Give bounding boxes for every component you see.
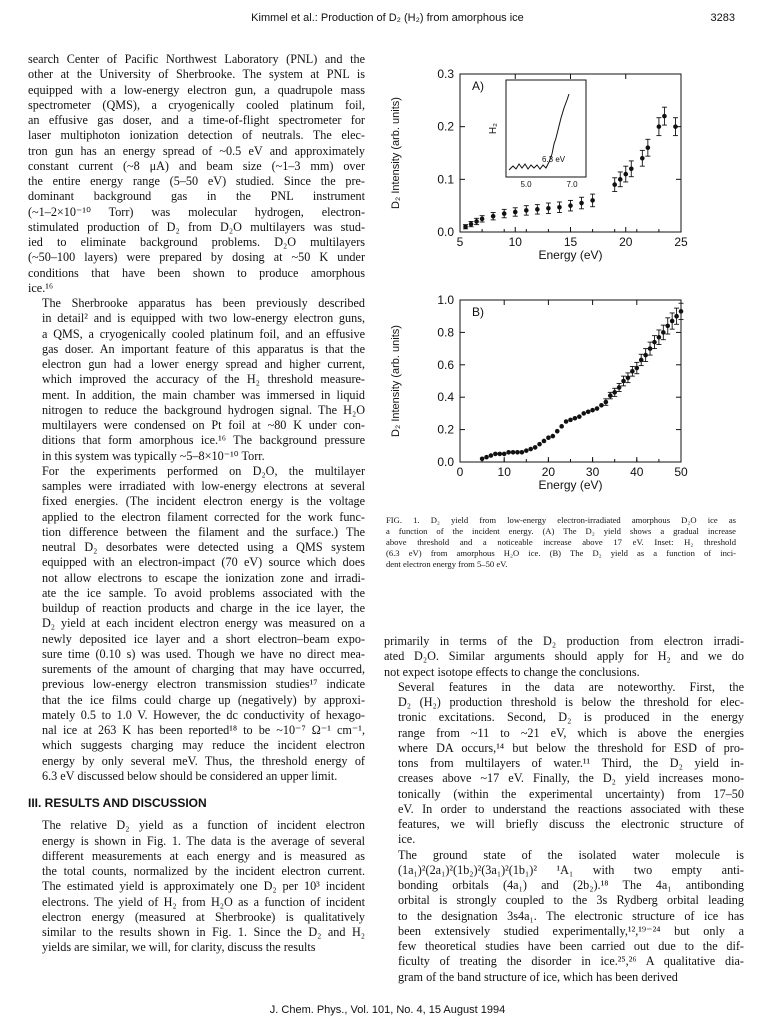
data-marker — [524, 448, 529, 453]
data-marker — [469, 222, 474, 227]
data-point — [524, 448, 529, 453]
data-point — [630, 366, 635, 376]
paragraph — [28, 464, 365, 784]
x-tick-label: 10 — [497, 465, 511, 479]
inset-annotation: 6.3 eV — [542, 155, 566, 164]
data-marker — [480, 217, 485, 222]
text-line: that the ice films could charge up (negatively) by approxi- — [42, 692, 365, 707]
panel-label: B) — [472, 305, 484, 319]
data-marker — [661, 330, 666, 335]
text-line: range from ~11 to ~21 eV, which is above the energies — [398, 725, 744, 740]
text-line: few theoretical studies have been carried out due to the dif- — [398, 939, 744, 953]
text-line: search Center of Pacific Northwest Laboratory (PNL) and the — [28, 52, 365, 66]
text-line: creases above ~17 eV. Finally, the D₂ yield increases mono- — [398, 771, 744, 786]
data-point — [656, 118, 661, 136]
y-tick-label: 0.1 — [437, 172, 454, 187]
paragraph — [28, 818, 365, 955]
data-marker — [573, 416, 578, 421]
data-point — [573, 416, 578, 421]
data-marker — [640, 156, 645, 161]
text-line: tons from multilayers of water.¹¹ Third, the D₂ yield in- — [398, 756, 744, 770]
data-point — [618, 172, 623, 187]
text-line: samples were irradiated with low-energy electrons at several — [42, 479, 365, 493]
text-line: D₂ yield at each incident electron energy was measured on a — [42, 616, 365, 631]
text-line: D₂ (H₂) production threshold is below the threshold for elec- — [398, 695, 744, 709]
x-tick-label: 50 — [674, 465, 688, 479]
text-line: energy by only several meV. Thus, the threshold energy of — [42, 753, 365, 768]
text-line: FIG. 1. D₂ yield from low-energy electron-irradiated amorphous D₂O ice as — [386, 515, 736, 525]
data-point — [640, 150, 645, 166]
text-line: stimulated production of D₂ from D₂O multilayers was stud- — [28, 219, 365, 234]
data-point — [617, 383, 622, 391]
data-marker — [617, 385, 622, 390]
page-number: 3283 — [710, 12, 735, 24]
data-point — [590, 408, 595, 413]
text-line: surements of the amount of charging that may have occurred, — [42, 662, 365, 676]
data-point — [542, 439, 547, 444]
data-point — [559, 424, 564, 429]
data-marker — [673, 124, 678, 129]
data-marker — [626, 375, 631, 380]
text-line: ficulty of treating the disorder in ice.²⁵,²⁶ A qualitative dia- — [398, 954, 744, 969]
data-point — [564, 419, 569, 424]
y-tick-label: 0.3 — [437, 67, 454, 81]
paragraph — [384, 634, 744, 680]
data-marker — [502, 211, 507, 216]
data-marker — [559, 424, 564, 429]
text-line: laser multiphoton ionization detection of neutrals. The elec- — [28, 128, 365, 143]
text-line: (~50–100 layers) were prepared by dosing at ~50 K under — [28, 250, 365, 265]
data-marker — [599, 403, 604, 408]
data-point — [679, 303, 684, 319]
data-marker — [652, 340, 657, 345]
data-marker — [623, 172, 628, 177]
text-line: 6.3 eV discussed below should be considered an upper limit. — [42, 768, 338, 783]
data-marker — [491, 214, 496, 219]
data-point — [469, 221, 474, 226]
text-line: Several features in the data are noteworthy. First, the — [398, 679, 744, 694]
data-point — [497, 452, 502, 457]
text-line: primarily in terms of the D₂ production from electron irradi- — [384, 634, 744, 648]
text-line: dominant background gas in the PNL instrument — [28, 189, 365, 204]
data-point — [662, 107, 667, 125]
data-point — [595, 406, 600, 411]
data-point — [551, 434, 556, 439]
data-marker — [480, 456, 485, 461]
data-point — [502, 209, 507, 217]
data-point — [645, 139, 650, 156]
data-point — [590, 194, 595, 207]
figure-1-panel-a — [385, 52, 745, 274]
text-line: yields are similar, we will, for clarity, discuss the results — [42, 940, 316, 955]
text-line: similar to the results shown in Fig. 1. Since the D₂ and H₂ — [42, 925, 365, 939]
text-line: in this system was typically ~5–8×10⁻¹⁰ Torr. — [42, 448, 265, 463]
data-marker — [612, 182, 617, 187]
data-point — [621, 376, 626, 386]
data-marker — [502, 452, 507, 457]
text-line: the entire energy range (5–50 eV) studied. Since the pre- — [28, 174, 365, 188]
data-marker — [577, 414, 582, 419]
x-tick-label: 25 — [674, 235, 688, 249]
data-marker — [648, 346, 653, 351]
running-header — [30, 12, 745, 32]
text-line: where DA occurs,¹⁴ but below the threshold for ESD of pro- — [398, 740, 744, 755]
data-marker — [646, 145, 651, 150]
text-line: nitrogen to reduce the background hydrogen signal. The H₂O — [42, 402, 365, 417]
text-line: (1a₁)²(2a₁)²(1b₂)²(3a₁)²(1b₁)² ¹A₁ with two empty anti- — [398, 862, 744, 877]
paragraph — [28, 296, 365, 464]
x-tick-label: 40 — [630, 465, 644, 479]
data-marker — [643, 353, 648, 358]
y-tick-label: 1.0 — [437, 293, 454, 307]
text-line: equipped with a low-energy electron gun, a quadrupole mass — [28, 82, 365, 97]
y-axis-label: D₂ Intensity (arb. units) — [390, 97, 402, 209]
data-point — [546, 203, 551, 214]
text-line: The estimated yield is approximately one D₂ per 10³ incident — [42, 879, 365, 894]
data-point — [581, 411, 586, 416]
text-line: The Sherbrooke apparatus has been previously described — [42, 296, 365, 310]
text-line: For the experiments performed on D₂O, the multilayer — [42, 463, 365, 478]
data-point — [502, 452, 507, 457]
data-point — [513, 208, 518, 216]
data-point — [480, 216, 485, 222]
data-point — [568, 418, 573, 423]
text-line: tron gun has an energy spread of ~0.5 eV and approximately — [28, 143, 365, 158]
text-line: spectrometer (QMS), a cryogenically cooled platinum foil, — [28, 97, 365, 112]
data-marker — [568, 203, 573, 208]
data-point — [670, 313, 675, 329]
text-line: previous low-energy electron transmission studies¹⁷ indicate — [42, 677, 365, 692]
data-point — [612, 178, 617, 192]
data-marker — [463, 224, 468, 229]
y-tick-label: 0.2 — [437, 119, 454, 134]
text-line: sure time (0.10 s) was used. Though we have no direct mea- — [42, 646, 365, 661]
data-point — [603, 399, 608, 405]
x-tick-label: 20 — [619, 235, 633, 249]
text-line: which improved the accuracy of the H₂ threshold measure- — [42, 372, 365, 387]
data-point — [480, 456, 485, 461]
x-tick-label: 30 — [585, 465, 600, 479]
data-marker — [639, 358, 644, 363]
data-marker — [557, 205, 562, 210]
y-tick-label: 0.0 — [437, 455, 454, 469]
data-point — [557, 202, 562, 213]
data-point — [528, 447, 533, 452]
data-point — [579, 197, 584, 209]
text-line: bonding orbitals (4a₁) and (2b₂).¹⁸ The 4a₁ antibonding — [398, 878, 744, 892]
text-line: ied to eliminate background problems. D₂O multilayers — [28, 235, 365, 249]
data-point — [665, 318, 670, 334]
text-line: (6.3 eV) from amorphous H₂O ice. (B) The D₂ yield as a function of inci- — [386, 548, 736, 558]
data-marker — [489, 453, 494, 458]
data-marker — [629, 167, 634, 172]
data-point — [568, 200, 573, 211]
x-tick-label: 5 — [456, 235, 464, 249]
text-line: the total counts, normalized by the incident electron current. — [42, 864, 365, 878]
data-point — [643, 349, 648, 362]
data-marker — [665, 324, 670, 329]
data-point — [673, 118, 678, 136]
text-line: dent electron energy from 5–50 eV. — [386, 559, 508, 569]
text-line: ice.¹⁶ — [28, 280, 54, 295]
paragraph — [384, 848, 744, 985]
x-tick-label: 15 — [563, 235, 578, 249]
data-marker — [579, 201, 584, 206]
data-marker — [537, 442, 542, 447]
text-line: ate the ice sample. To avoid problems associated with the — [42, 585, 365, 600]
y-tick-label: 0.8 — [437, 325, 454, 340]
text-line: The relative D₂ yield as a function of incident electron — [42, 818, 365, 833]
text-line: eV. In order to understand the reactions associated with these — [398, 801, 744, 816]
text-line: newly deposited ice layer and a short electron–beam expo- — [42, 631, 365, 646]
data-marker — [513, 210, 518, 215]
data-marker — [621, 379, 626, 384]
text-line: other at the University of Sherbrooke. The system at PNL is — [28, 67, 365, 82]
text-line: electron gun had a lower energy spread and higher current, — [42, 357, 365, 371]
y-axis-label: D₂ Intensity (arb. units) — [390, 325, 402, 437]
text-line: applied to the electron filament corrected for the work func- — [42, 509, 365, 524]
data-marker — [533, 445, 538, 450]
data-marker — [590, 408, 595, 413]
text-line: buildup of reaction products and charge in the ice layer, the — [42, 601, 365, 615]
section-heading: III. RESULTS AND DISCUSSION — [28, 796, 207, 810]
x-axis-label: Energy (eV) — [538, 248, 603, 262]
text-line: not expect isotope effects to change the conclusions. — [384, 664, 640, 679]
data-marker — [493, 452, 498, 457]
data-marker — [524, 208, 529, 213]
figure-caption — [386, 515, 736, 570]
text-line: features, we will briefly discuss the electronic structure of — [398, 817, 744, 831]
data-point — [577, 414, 582, 419]
text-line: electron energy (measured at Sherbrooke) is qualitatively — [42, 909, 365, 924]
data-point — [623, 166, 628, 182]
inset-x-tick-label: 5.0 — [520, 180, 532, 189]
data-marker — [546, 435, 551, 440]
data-point — [608, 392, 613, 398]
data-point — [656, 330, 661, 345]
data-point — [489, 453, 494, 458]
text-line: to the designation 3s4a₁. The electronic structure of ice has — [398, 908, 744, 923]
data-point — [520, 450, 525, 455]
running-title: Kimmel et al.: Production of D₂ (H₂) from amorphous ice — [251, 12, 524, 24]
data-marker — [608, 393, 613, 398]
right-column — [384, 634, 744, 985]
text-line: gas doser. An important feature of this apparatus is that the — [42, 341, 365, 356]
data-point — [511, 450, 516, 455]
data-point — [537, 442, 542, 447]
plot-frame — [460, 300, 681, 462]
data-marker — [590, 198, 595, 203]
data-point — [599, 403, 604, 408]
data-marker — [497, 452, 502, 457]
data-marker — [612, 390, 617, 395]
text-line: in detail² and is equipped with two low-energy electron guns, — [42, 311, 365, 326]
text-line: conditions that have been shown to produce amorphous — [28, 265, 365, 280]
data-point — [661, 325, 666, 340]
data-point — [648, 342, 653, 355]
text-line: ated D₂O. Similar arguments should apply for H₂ and we do — [384, 649, 744, 664]
data-marker — [506, 450, 511, 455]
figure-1-panel-b — [385, 290, 745, 500]
text-line: ment. In addition, the main chamber was immersed in liquid — [42, 387, 365, 402]
data-point — [515, 450, 520, 455]
text-line: neutral D₂ desorbates were detected using a QMS system — [42, 540, 365, 554]
data-marker — [535, 207, 540, 212]
text-line: orbital is strongly coupled to the 3s Rydberg orbital leading — [398, 893, 744, 908]
panel-label: A) — [472, 79, 484, 93]
text-line: equipped with an electron-impact (70 eV) source which does — [42, 555, 365, 570]
data-marker — [555, 429, 560, 434]
data-marker — [662, 114, 667, 119]
data-marker — [484, 455, 489, 460]
text-line: tronic excitations. Second, D₂ is produced in the energy — [398, 710, 744, 725]
text-line: energy is shown in Fig. 1. The data is the average of several — [42, 833, 365, 848]
inset-y-label: H₂ — [488, 122, 499, 135]
data-marker — [595, 406, 600, 411]
y-tick-label: 0.6 — [437, 357, 454, 372]
left-column — [28, 52, 365, 956]
data-marker — [511, 450, 516, 455]
x-axis-label: Energy (eV) — [538, 478, 603, 492]
text-line: gram of the band structure of ice, which has been derived — [398, 969, 678, 984]
data-marker — [528, 447, 533, 452]
data-point — [652, 336, 657, 349]
data-marker — [568, 418, 573, 423]
data-marker — [515, 450, 520, 455]
data-point — [493, 452, 498, 457]
data-marker — [564, 419, 569, 424]
data-point — [506, 450, 511, 455]
journal-footer: J. Chem. Phys., Vol. 101, No. 4, 15 August 1994 — [269, 1004, 506, 1016]
data-point — [463, 224, 468, 229]
x-tick-label: 0 — [456, 465, 464, 479]
text-line: a function of the incident energy. (A) The D₂ yield shows a gradual increase — [386, 526, 736, 536]
data-marker — [635, 366, 640, 371]
text-line: which suggests charging may reduce the incident electron — [42, 738, 365, 753]
text-line: fixed energies. (The incident electron energy is the voltage — [42, 494, 365, 509]
text-line: The ground state of the isolated water molecule is — [398, 847, 744, 862]
x-tick-label: 20 — [541, 465, 556, 479]
text-line: ditions that form amorphous ice.¹⁶ The background pressure — [42, 433, 365, 448]
data-marker — [657, 124, 662, 129]
y-tick-label: 0.2 — [437, 422, 454, 437]
data-point — [524, 206, 529, 215]
data-point — [484, 455, 489, 460]
text-line: an effusive gas doser, and a time-of-flight spectrometer for — [28, 113, 365, 127]
data-marker — [604, 400, 609, 405]
data-point — [612, 388, 617, 396]
text-line: tonically (within the experimental uncertainty) from 17–50 — [398, 786, 744, 801]
data-marker — [542, 439, 547, 444]
text-line: mately 0.5 to 1.0 V. However, the dc conductivity of hexago- — [42, 707, 365, 722]
y-tick-label: 0.0 — [437, 225, 454, 239]
inset-x-tick-label: 7.0 — [566, 180, 578, 189]
text-line: been extensively studied experimentally,¹²,¹⁹⁻²⁴ but only a — [398, 923, 744, 938]
data-point — [625, 373, 630, 383]
data-marker — [674, 314, 679, 319]
data-marker — [551, 434, 556, 439]
text-line: a QMS, a cryogenically cooled platinum foil, and an effusive — [42, 326, 365, 341]
x-tick-label: 10 — [508, 235, 522, 249]
text-line: not allow electrons to escape the ionization zone and irradi- — [42, 570, 365, 585]
paragraph — [384, 680, 744, 848]
text-line: different measurements at each energy and is measured as — [42, 848, 365, 863]
data-point — [586, 409, 591, 414]
data-point — [629, 161, 634, 177]
y-tick-label: 0.4 — [437, 390, 454, 405]
paragraph — [28, 52, 365, 296]
text-line: ice. — [398, 832, 416, 847]
text-line: tion difference between the filament and the surface.) The — [42, 524, 365, 539]
data-marker — [581, 411, 586, 416]
text-line: multilayers were condensed on Pt foil at ~80 K under con- — [42, 418, 365, 432]
text-line: nal ice at 263 K has been reported¹⁸ to be ~10⁻⁷ Ω⁻¹ cm⁻¹, — [42, 723, 365, 737]
text-line: electrons. The yield of H₂ from H₂O as a function of incident — [42, 894, 365, 909]
data-point — [491, 213, 496, 220]
data-marker — [679, 309, 684, 314]
data-point — [674, 308, 679, 324]
data-point — [533, 445, 538, 450]
data-marker — [546, 206, 551, 211]
data-marker — [657, 335, 662, 340]
data-marker — [474, 219, 479, 224]
data-point — [555, 429, 560, 434]
text-line: above threshold and a noticeable increase above 17 eV. Inset: H₂ threshold — [386, 537, 736, 547]
data-marker — [630, 369, 635, 374]
data-marker — [618, 177, 623, 182]
data-point — [634, 362, 639, 373]
data-marker — [670, 319, 675, 324]
data-point — [474, 218, 479, 224]
data-marker — [586, 409, 591, 414]
data-point — [535, 205, 540, 214]
text-line: (~1–2×10⁻¹⁰ Torr) was molecular hydrogen, electron- — [28, 204, 365, 219]
data-point — [546, 435, 551, 440]
text-line: constant current (~8 μA) and beam size (~1–3 mm) over — [28, 158, 365, 173]
data-point — [639, 354, 644, 365]
data-marker — [520, 450, 525, 455]
